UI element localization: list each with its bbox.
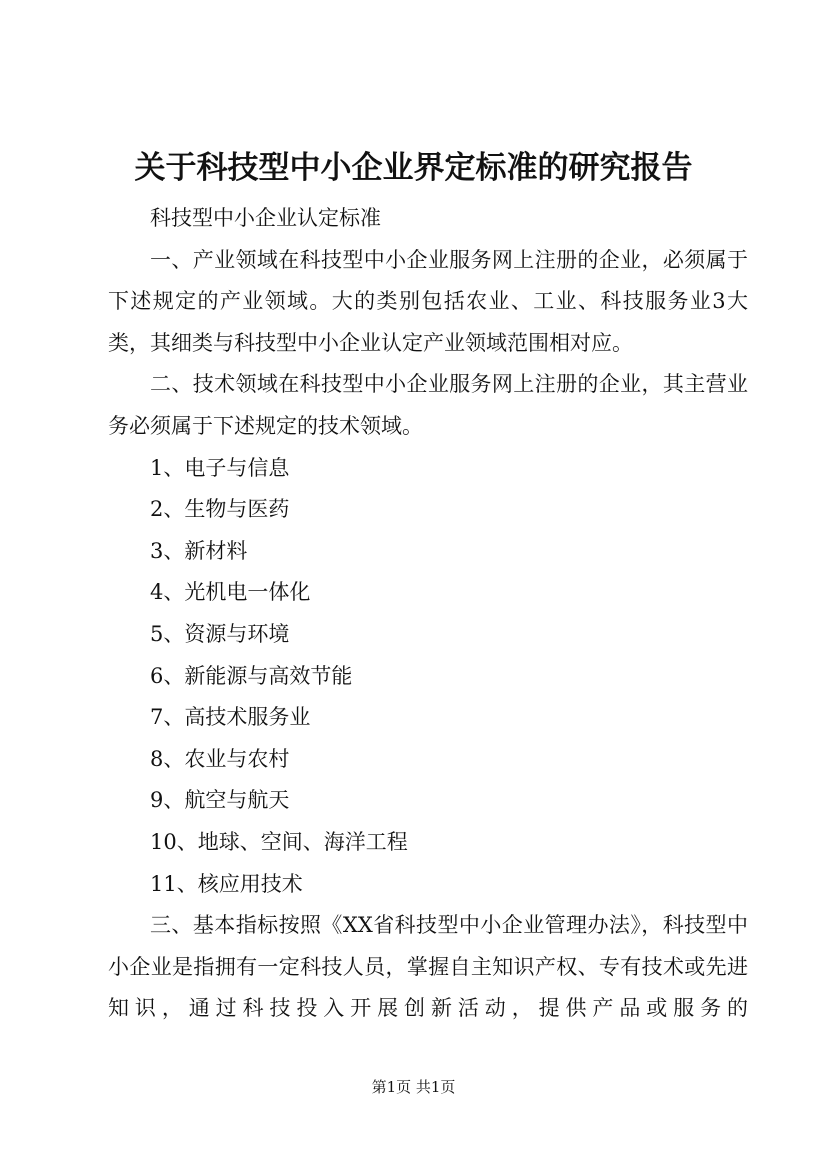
document-title: 关于科技型中小企业界定标准的研究报告 — [134, 150, 693, 186]
subtitle-paragraph: 科技型中小企业认定标准 — [150, 206, 381, 230]
tech-field-item: 1、电子与信息 — [150, 455, 290, 480]
section-3-paragraph: 三、基本指标按照《XX省科技型中小企业管理办法》，科技型中小企业是指拥有一定科技人员，掌握自主知识产权、专有技术或先进知识，通过科技投入开展创新活动，提供产品或服务的 — [108, 913, 748, 1021]
tech-field-item: 3、新材料 — [150, 538, 248, 563]
section-1-paragraph: 一、产业领域在科技型中小企业服务网上注册的企业，必须属于下述规定的产业领域。大的类别包括农业、工业、科技服务业3大类，其细类与科技型中小企业认定产业领域范围相对应。 — [108, 247, 748, 355]
document-body — [108, 198, 748, 1030]
tech-field-item: 2、生物与医药 — [150, 497, 290, 522]
tech-field-item: 8、农业与农村 — [150, 746, 290, 771]
tech-field-item: 4、光机电一体化 — [150, 580, 311, 605]
tech-field-item: 9、航空与航天 — [150, 788, 290, 813]
tech-field-item: 7、高技术服务业 — [150, 705, 311, 730]
tech-field-item: 10、地球、空间、海洋工程 — [150, 829, 408, 854]
tech-field-item: 5、资源与环境 — [150, 621, 290, 646]
tech-field-item: 6、新能源与高效节能 — [150, 663, 353, 688]
tech-field-item: 11、核应用技术 — [150, 871, 303, 896]
page-number-footer: 第1页 共1页 — [371, 1078, 456, 1096]
section-2-paragraph: 二、技术领域在科技型中小企业服务网上注册的企业，其主营业务必须属于下述规定的技术领域。 — [108, 372, 748, 438]
